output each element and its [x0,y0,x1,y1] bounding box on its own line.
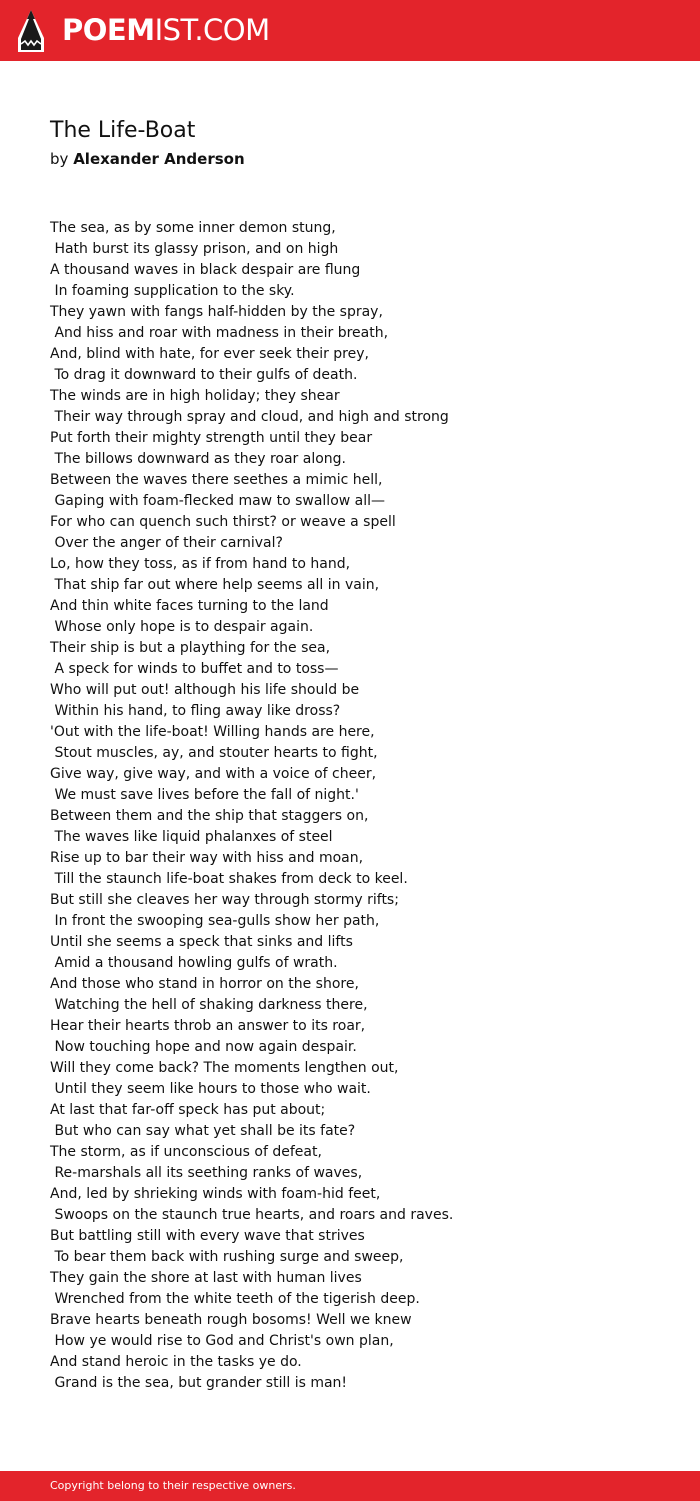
poem-line: Who will put out! although his life should be [50,682,360,698]
poem-line: How ye would rise to God and Christ's own plan, [50,1333,394,1349]
poem-line: In front the swooping sea-gulls show her path, [50,913,380,929]
poem-line: And those who stand in horror on the shore, [50,976,359,992]
poem-line: Give way, give way, and with a voice of cheer, [50,766,377,782]
poem-line: To drag it downward to their gulfs of death. [50,367,358,383]
poem-line: The waves like liquid phalanxes of steel [50,829,333,845]
poem-line: A speck for winds to buffet and to toss— [50,661,339,677]
poem-line: Amid a thousand howling gulfs of wrath. [50,955,338,971]
poem-line: But battling still with every wave that strives [50,1228,365,1244]
poem-line: Will they come back? The moments lengthen out, [50,1060,399,1076]
poem-line: Between them and the ship that staggers on, [50,808,369,824]
poem-line: Until she seems a speck that sinks and lifts [50,934,353,950]
poem-line: The winds are in high holiday; they shear [50,388,340,404]
copyright-text: Copyright belong to their respective owners. [50,1479,296,1492]
poem-body [50,218,670,1394]
poem-line: And, led by shrieking winds with foam-hid feet, [50,1186,381,1202]
poem-line: Watching the hell of shaking darkness there, [50,997,368,1013]
poem-line: In foaming supplication to the sky. [50,283,295,299]
poem-line: A thousand waves in black despair are flung [50,262,361,278]
poem-line: Hear their hearts throb an answer to its roar, [50,1018,366,1034]
pencil-tip-icon [18,10,44,52]
poem-line: Swoops on the staunch true hearts, and roars and raves. [50,1207,454,1223]
site-header [0,0,700,61]
poem-line: Their ship is but a plaything for the sea, [50,640,331,656]
poem-line: Rise up to bar their way with hiss and moan, [50,850,364,866]
poem-line: Till the staunch life-boat shakes from deck to keel. [50,871,408,887]
logo-text-bold: POEM [62,13,155,47]
poem-line: But still she cleaves her way through stormy rifts; [50,892,399,908]
poem-line: Lo, how they toss, as if from hand to hand, [50,556,351,572]
poem-line: Over the anger of their carnival? [50,535,283,551]
poem-line: That ship far out where help seems all in vain, [50,577,380,593]
poem-line: For who can quench such thirst? or weave a spell [50,514,396,530]
site-logo-link[interactable] [62,12,270,48]
poem-line: And hiss and roar with madness in their breath, [50,325,389,341]
poem-line: We must save lives before the fall of night.' [50,787,359,803]
site-footer [0,1471,700,1501]
poem-author: Alexander Anderson [73,150,245,168]
poem-line: The storm, as if unconscious of defeat, [50,1144,322,1160]
poem-line: Brave hearts beneath rough bosoms! Well we knew [50,1312,412,1328]
poem-line: The sea, as by some inner demon stung, [50,220,336,236]
poem-line: Hath burst its glassy prison, and on high [50,241,339,257]
poem-line: Put forth their mighty strength until they bear [50,430,373,446]
poem-line: Gaping with foam-flecked maw to swallow all— [50,493,386,509]
poem-line: They yawn with fangs half-hidden by the spray, [50,304,383,320]
by-label: by [50,150,69,168]
poem-line: But who can say what yet shall be its fate? [50,1123,356,1139]
poem-line: Until they seem like hours to those who wait. [50,1081,371,1097]
poem-line: Now touching hope and now again despair. [50,1039,357,1055]
poem-line: To bear them back with rushing surge and sweep, [50,1249,404,1265]
poem-line: And stand heroic in the tasks ye do. [50,1354,302,1370]
poem-line: The billows downward as they roar along. [50,451,346,467]
logo-text-light: IST.COM [154,13,270,47]
poem-line: And, blind with hate, for ever seek their prey, [50,346,369,362]
poem-line: Re-marshals all its seething ranks of waves, [50,1165,363,1181]
poem-line: 'Out with the life-boat! Willing hands are here, [50,724,375,740]
poem-line: Whose only hope is to despair again. [50,619,314,635]
poem-line: Wrenched from the white teeth of the tigerish deep. [50,1291,420,1307]
poem-line: At last that far-off speck has put about; [50,1102,326,1118]
poem-line: They gain the shore at last with human lives [50,1270,362,1286]
poem-byline [50,149,245,169]
poem-line: Within his hand, to fling away like dross? [50,703,341,719]
poem-line: Grand is the sea, but grander still is man! [50,1375,348,1391]
poem-line: Stout muscles, ay, and stouter hearts to fight, [50,745,378,761]
poem-line: Their way through spray and cloud, and high and strong [50,409,449,425]
poem-line: And thin white faces turning to the land [50,598,329,614]
poem-line: Between the waves there seethes a mimic hell, [50,472,383,488]
poem-title: The Life-Boat [50,118,196,143]
